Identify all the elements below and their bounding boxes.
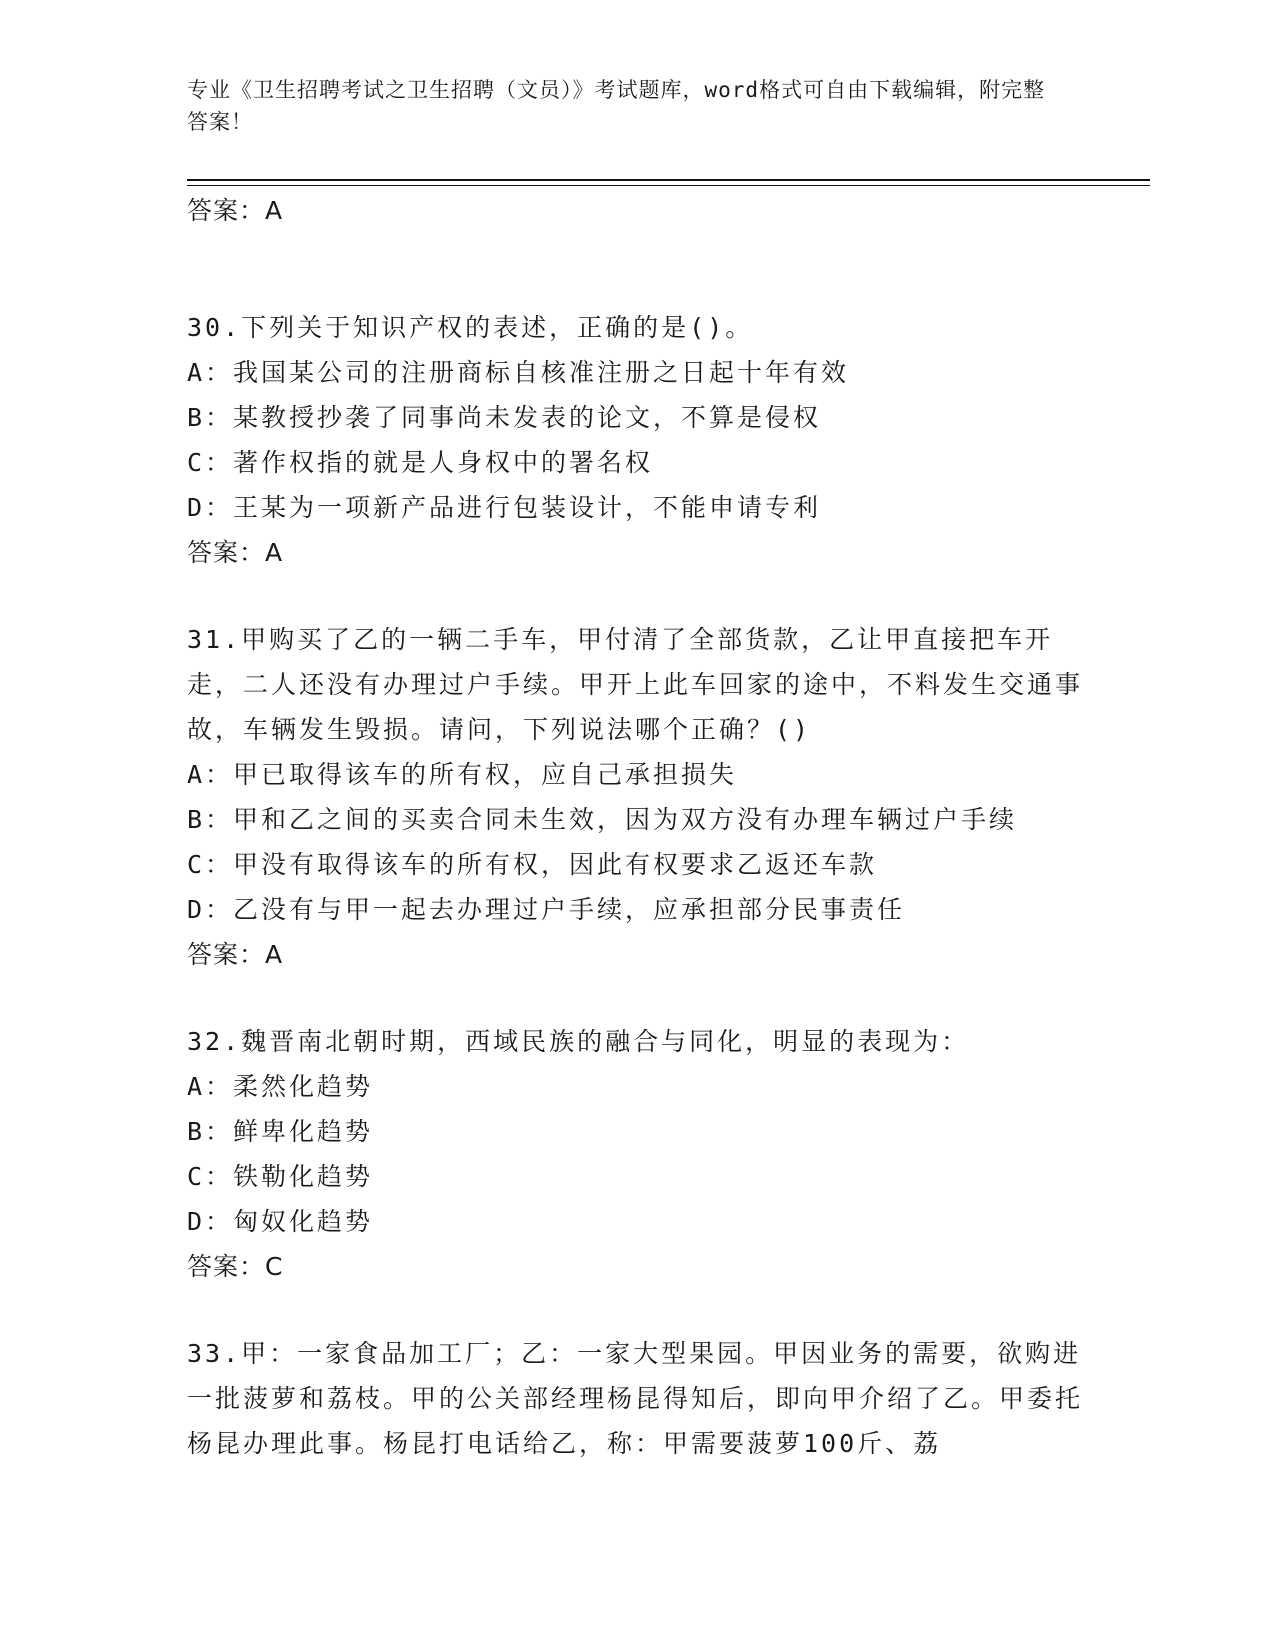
question-32 [187,1019,1087,1289]
question-stem: 33.甲：一家食品加工厂；乙：一家大型果园。甲因业务的需要，欲购进一批菠萝和荔枝。甲的公关部经理杨昆得知后，即向甲介绍了乙。甲委托杨昆办理此事。杨昆打电话给乙，称：甲需要菠萝100斤、荔 [187,1339,1084,1458]
option-b: B：某教授抄袭了同事尚未发表的论文，不算是侵权 [187,403,822,432]
question-stem: 31.甲购买了乙的一辆二手车，甲付清了全部货款，乙让甲直接把车开走，二人还没有办理过户手续。甲开上此车回家的途中，不料发生交通事故，车辆发生毁损。请问，下列说法哪个正确？() [187,625,1084,744]
spacer [187,233,1087,305]
option-c: C：著作权指的就是人身权中的署名权 [187,448,654,477]
question-stem: 30.下列关于知识产权的表述，正确的是()。 [187,313,754,342]
option-c: C：甲没有取得该车的所有权，因此有权要求乙返还车款 [187,850,878,879]
header-rule-thick [187,179,1150,181]
spacer [187,575,1087,617]
header-rule-thin [187,185,1150,186]
answer-line: 答案：A [187,940,284,969]
answer-line: 答案：A [187,196,284,225]
option-d: D：王某为一项新产品进行包装设计，不能申请专利 [187,493,822,522]
option-a: A：柔然化趋势 [187,1072,374,1101]
option-b: B：甲和乙之间的买卖合同未生效，因为双方没有办理车辆过户手续 [187,805,1018,834]
question-33 [187,1331,1087,1466]
option-d: D：乙没有与甲一起去办理过户手续，应承担部分民事责任 [187,895,906,924]
question-stem: 32.魏晋南北朝时期，西域民族的融合与同化，明显的表现为： [187,1027,970,1056]
option-b: B：鲜卑化趋势 [187,1117,374,1146]
answer-line: 答案：C [187,1252,284,1281]
spacer [187,1289,1087,1331]
question-30 [187,305,1087,575]
question-31 [187,617,1087,977]
option-a: A：我国某公司的注册商标自核准注册之日起十年有效 [187,358,850,387]
answer-line: 答案：A [187,538,284,567]
option-d: D：匈奴化趋势 [187,1207,374,1236]
document-header: 专业《卫生招聘考试之卫生招聘（文员）》考试题库，word格式可自由下载编辑，附完整答案！ [187,78,1046,134]
option-c: C：铁勒化趋势 [187,1162,374,1191]
option-a: A：甲已取得该车的所有权，应自己承担损失 [187,760,738,789]
question-list [187,188,1087,1466]
spacer [187,977,1087,1019]
